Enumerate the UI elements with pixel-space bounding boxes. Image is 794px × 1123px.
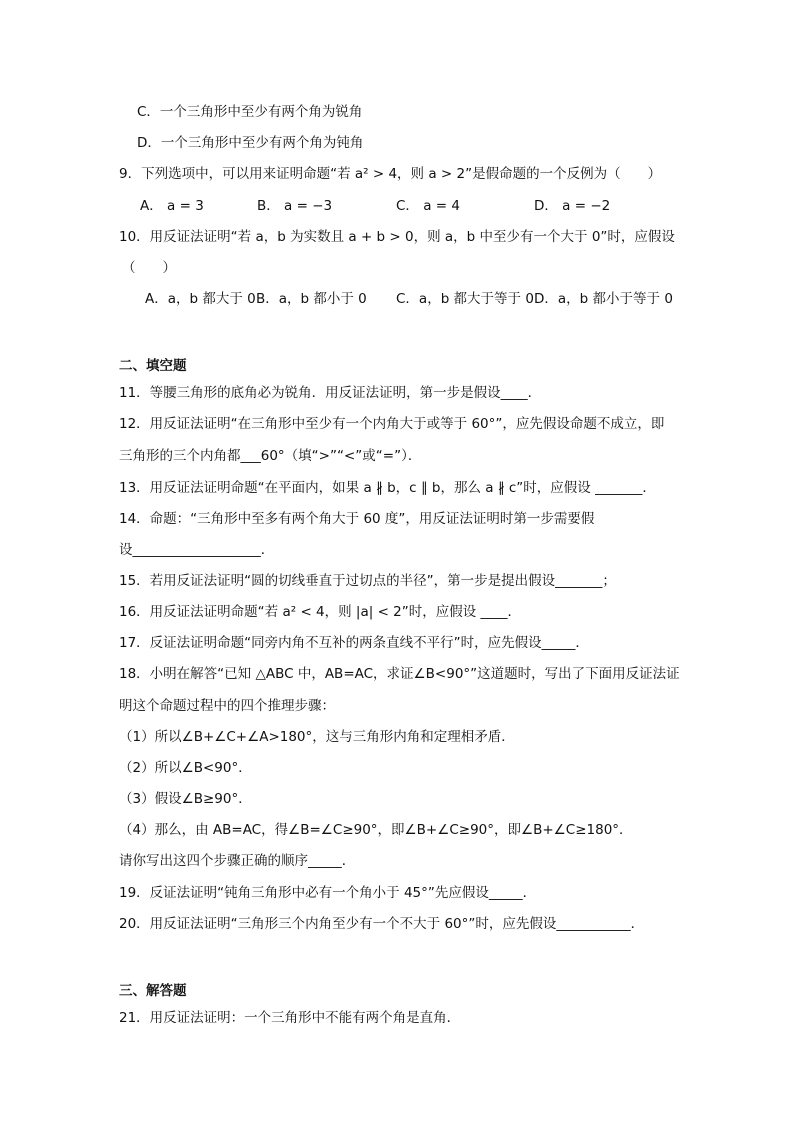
q9-option-a: A． a = 3	[140, 198, 204, 214]
section-answer-title: 三、解答题	[119, 983, 187, 999]
q9-option-b: B． a = −3	[257, 198, 333, 214]
q18-ask: 请你写出这四个步骤正确的顺序_____．	[119, 853, 356, 869]
q18-step-1: （1）所以∠B+∠C+∠A>180°，这与三角形内角和定理相矛盾．	[119, 729, 515, 745]
q18-line2: 明这个命题过程中的四个推理步骤：	[119, 698, 335, 714]
q16: 16．用反证法证明命题“若 a² < 4，则 |a| < 2”时，应假设 ____．	[119, 604, 522, 620]
q13: 13．用反证法证明命题“在平面内，如果 a ∦ b，c ∥ b，那么 a ∦ c”时，应假设 _______．	[119, 480, 656, 496]
q17: 17．反证法证明命题“同旁内角不互补的两条直线不平行”时，应先假设_____．	[119, 635, 589, 651]
q8-option-c: C．一个三角形中至少有两个角为锐角	[137, 104, 363, 120]
q14-line1: 14．命题：“三角形中至多有两个角大于 60 度”，用反证法证明时第一步需要假	[119, 511, 595, 527]
q10-option-c: C．a，b 都大于等于 0	[396, 291, 534, 307]
q9-option-c: C． a = 4	[396, 198, 460, 214]
section-fill-in-title: 二、填空题	[119, 358, 187, 374]
q10-paren: （ ）	[122, 260, 176, 276]
q11: 11．等腰三角形的底角必为锐角．用反证法证明，第一步是假设____．	[119, 385, 542, 401]
q20: 20．用反证法证明“三角形三个内角至少有一个不大于 60°”时，应先假设___________．	[119, 916, 645, 932]
q12-line1: 12．用反证法证明“在三角形中至少有一个内角大于或等于 60°”，应先假设命题不成立，即	[119, 416, 665, 432]
q18-step-2: （2）所以∠B<90°．	[119, 760, 252, 776]
q9-stem: 9．下列选项中，可以用来证明命题“若 a² > 4，则 a > 2”是假命题的一个反例为（ ）	[119, 166, 662, 182]
q10-option-a: A．a，b 都大于 0	[145, 291, 256, 307]
q15: 15．若用反证法证明“圆的切线垂直于过切点的半径”，第一步是提出假设_______；	[119, 573, 616, 589]
q18-line1: 18．小明在解答“已知 △ABC 中，AB=AC，求证∠B<90°”这道题时，写出了下面用反证法证	[119, 666, 680, 682]
q18-step-3: （3）假设∠B≥90°．	[119, 791, 252, 807]
q10-option-b: B．a，b 都小于 0	[256, 291, 367, 307]
q12-line2: 三角形的三个内角都___60°（填“>”“<”或“=”）．	[119, 448, 422, 464]
q9-option-d: D． a = −2	[534, 198, 611, 214]
q10-option-d: D．a，b 都小于等于 0	[534, 291, 673, 307]
q10-stem: 10．用反证法证明“若 a，b 为实数且 a + b > 0，则 a，b 中至少有一个大于 0”时，应假设	[119, 229, 675, 245]
q18-step-4: （4）那么，由 AB=AC，得∠B=∠C≥90°，即∠B+∠C≥90°，即∠B+∠C≥180°．	[119, 822, 633, 838]
q19: 19．反证法证明“钝角三角形中必有一个角小于 45°”先应假设_____．	[119, 885, 537, 901]
q8-option-d: D．一个三角形中至少有两个角为钝角	[137, 135, 364, 151]
q21: 21．用反证法证明：一个三角形中不能有两个角是直角．	[119, 1010, 461, 1026]
q14-line2: 设___________________．	[119, 542, 275, 558]
